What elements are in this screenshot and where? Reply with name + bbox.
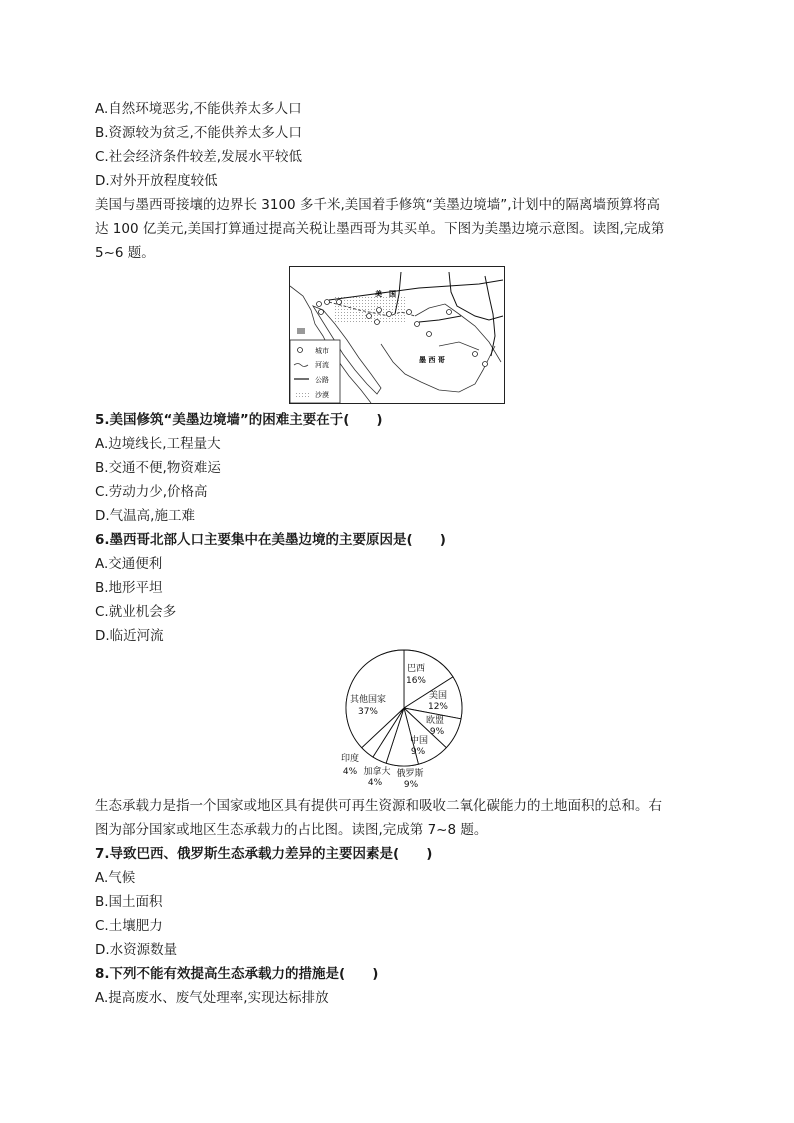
pie-label-india: 印度	[340, 754, 360, 764]
pie-label-canada: 加拿大	[363, 767, 391, 777]
q4-option-a: A.自然环境恶劣,不能供养太多人口	[95, 101, 302, 117]
intro2-line-2: 图为部分国家或地区生态承载力的占比图。读图,完成第 7~8 题。	[95, 822, 488, 838]
q5-option-d: D.气温高,施工难	[95, 508, 195, 524]
q7-option-c: C.土壤肥力	[95, 918, 163, 934]
intro1-line-2: 达 100 亿美元,美国打算通过提高关税让墨西哥为其买单。下图为美墨边境示意图。读图,完成第	[95, 221, 665, 237]
q6-stem: 6.墨西哥北部人口主要集中在美墨边境的主要原因是( )	[95, 532, 446, 548]
pie-label-us: 美国	[428, 691, 448, 701]
pie-label-russia: 俄罗斯	[396, 769, 424, 779]
q5-option-c: C.劳动力少,价格高	[95, 484, 208, 500]
q4-option-c: C.社会经济条件较差,发展水平较低	[95, 149, 303, 165]
q4-option-b: B.资源较为贫乏,不能供养太多人口	[95, 125, 302, 141]
pie-value-eu: 9%	[429, 727, 445, 737]
intro2-line-1: 生态承载力是指一个国家或地区具有提供可再生资源和吸收二氧化碳能力的土地面积的总和。右	[95, 798, 662, 814]
q5-option-b: B.交通不便,物资难运	[95, 460, 221, 476]
q8-stem: 8.下列不能有效提高生态承载力的措施是( )	[95, 966, 379, 982]
pie-value-others: 37%	[357, 707, 379, 717]
q6-option-b: B.地形平坦	[95, 580, 163, 596]
q4-option-d: D.对外开放程度较低	[95, 173, 218, 189]
pie-label-others: 其他国家	[349, 695, 387, 705]
q6-option-c: C.就业机会多	[95, 604, 177, 620]
q7-stem: 7.导致巴西、俄罗斯生态承载力差异的主要因素是( )	[95, 846, 433, 862]
q6-option-a: A.交通便利	[95, 556, 163, 572]
map-label-us: 美 国	[375, 290, 396, 298]
q7-option-a: A.气候	[95, 870, 136, 886]
pie-label-eu: 欧盟	[425, 716, 445, 726]
pie-value-brazil: 16%	[405, 676, 427, 686]
pie-value-india: 4%	[342, 767, 358, 777]
legend-river: 河流	[315, 361, 329, 369]
pie-label-brazil: 巴西	[406, 664, 426, 674]
intro1-line-1: 美国与墨西哥接壤的边界长 3100 多千米,美国着手修筑“美墨边境墙”,计划中的隔离墙预算将高	[95, 197, 661, 213]
q5-option-a: A.边境线长,工程量大	[95, 436, 221, 452]
q7-option-b: B.国土面积	[95, 894, 163, 910]
eco-capacity-pie-chart	[334, 648, 474, 788]
us-mexico-border-map	[289, 266, 505, 404]
pie-label-china: 中国	[409, 736, 429, 746]
q7-option-d: D.水资源数量	[95, 942, 178, 958]
pie-value-russia: 9%	[403, 780, 419, 788]
q5-stem: 5.美国修筑“美墨边境墙”的困难主要在于( )	[95, 412, 383, 428]
legend-desert-icon	[294, 391, 310, 397]
legend-city-icon	[298, 348, 303, 353]
q8-option-a: A.提高废水、废气处理率,实现达标排放	[95, 990, 329, 1006]
pie-value-us: 12%	[427, 702, 449, 712]
legend-desert: 沙漠	[315, 391, 329, 399]
pie-value-china: 9%	[410, 747, 426, 757]
intro1-line-3: 5~6 题。	[95, 245, 155, 261]
legend-road: 公路	[315, 376, 329, 384]
legend-city: 城市	[315, 347, 329, 355]
q6-option-d: D.临近河流	[95, 628, 164, 644]
map-label-mexico: 墨 西 哥	[419, 356, 445, 364]
pie-value-canada: 4%	[367, 778, 383, 788]
